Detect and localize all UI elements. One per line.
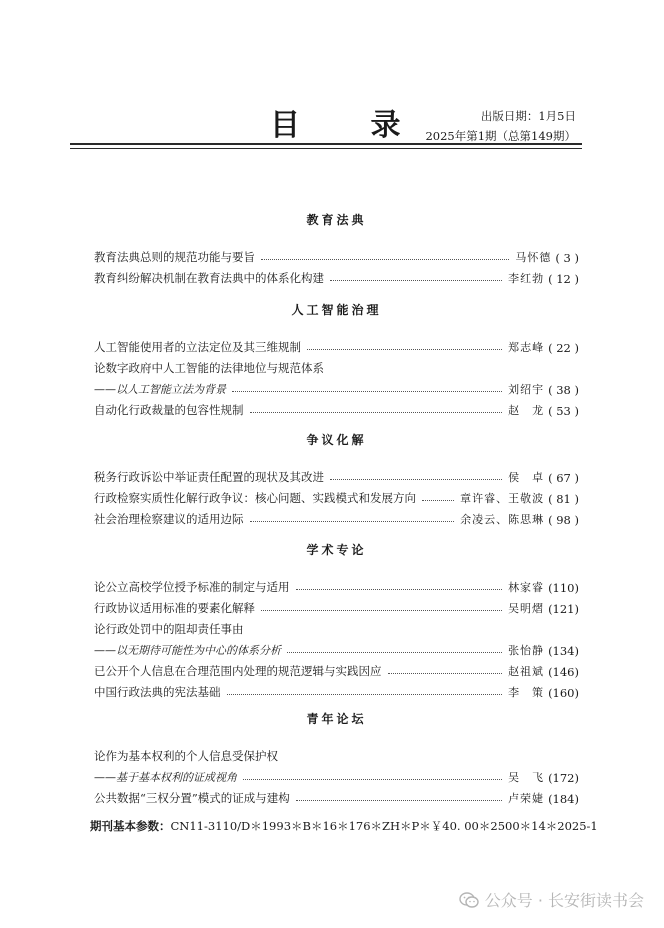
leader-dots — [232, 391, 502, 392]
entry-page: ( 3 ) — [555, 251, 579, 265]
entry-author: 赵祖斌 — [508, 665, 545, 678]
section-ai-governance — [94, 300, 579, 418]
entry-page: ( 98 ) — [548, 513, 579, 527]
toc-entry[interactable] — [94, 334, 579, 355]
entry-page: ( 53 ) — [548, 404, 579, 418]
leader-dots — [243, 779, 502, 780]
entry-title: 中国行政法典的宪法基础 — [94, 685, 221, 699]
toc-entry-subtitle[interactable] — [94, 376, 579, 397]
entry-subtitle: ——基于基本权利的证成视角 — [94, 771, 237, 784]
leader-dots — [250, 412, 503, 413]
toc-entry-subtitle[interactable] — [94, 764, 579, 785]
toc-entry[interactable] — [94, 485, 579, 506]
entry-title: 自动化行政裁量的包容性规制 — [94, 403, 244, 417]
leader-dots — [330, 280, 502, 281]
toc-entry[interactable] — [94, 464, 579, 485]
toc-entry[interactable] — [94, 265, 579, 286]
toc-entry[interactable] — [94, 595, 579, 616]
leader-dots — [261, 259, 509, 260]
toc-entry[interactable] — [94, 506, 579, 527]
toc-entry[interactable] — [94, 574, 579, 595]
journal-parameters — [90, 818, 598, 834]
leader-dots — [296, 589, 503, 590]
toc-entry[interactable] — [94, 679, 579, 700]
entry-author: 郑志峰 — [508, 341, 545, 354]
issue-date: 出版日期：1月5日 — [480, 109, 576, 123]
toc-entry-subtitle[interactable] — [94, 637, 579, 658]
issue-meta — [425, 106, 576, 146]
leader-dots — [296, 800, 502, 801]
entry-page: (160) — [548, 686, 579, 700]
leader-dots — [307, 349, 502, 350]
entry-page: ( 38 ) — [548, 383, 579, 397]
issue-number: 2025年第1期（总第149期） — [425, 129, 576, 143]
entry-page: (134) — [548, 644, 579, 658]
entry-title: 论行政处罚中的阻却责任事由 — [94, 622, 244, 636]
entry-title: 已公开个人信息在合理范围内处理的规范逻辑与实践因应 — [94, 664, 382, 678]
section-title: 争议化解 — [306, 433, 367, 447]
entry-page: ( 12 ) — [548, 272, 579, 286]
entry-author: 吴 飞 — [508, 771, 545, 784]
entry-author: 李红勃 — [508, 272, 545, 285]
leader-dots — [227, 694, 503, 695]
section-youth-forum — [94, 709, 579, 806]
entry-author: 林家睿 — [508, 581, 545, 594]
entry-title: 税务行政诉讼中举证责任配置的现状及其改进 — [94, 470, 324, 484]
section-title: 青年论坛 — [306, 712, 367, 726]
toc-entry[interactable] — [94, 244, 579, 265]
entry-author: 张怡静 — [508, 644, 545, 657]
entry-subtitle: ——以无期待可能性为中心的体系分析 — [94, 644, 281, 657]
entry-author: 赵 龙 — [508, 404, 545, 417]
entry-page: (110) — [548, 581, 579, 595]
entry-title: 论作为基本权利的个人信息受保护权 — [94, 749, 278, 763]
header-rule-thin — [70, 148, 582, 149]
entry-subtitle: ——以人工智能立法为背景 — [94, 383, 226, 396]
entry-author: 卢荣婕 — [508, 792, 545, 805]
toc-entry[interactable] — [94, 785, 579, 806]
entry-title: 人工智能使用者的立法定位及其三维规制 — [94, 340, 301, 354]
leader-dots — [261, 610, 502, 611]
header-rule-thick — [70, 143, 582, 145]
page-title: 目 录 — [270, 108, 431, 143]
toc-entry[interactable] — [94, 355, 579, 376]
params-label: 期刊基本参数： — [90, 819, 171, 833]
watermark — [459, 888, 644, 911]
entry-page: ( 22 ) — [548, 341, 579, 355]
params-value: CN11-3110/D＊1993＊B＊16＊176＊ZH＊P＊￥40. 00＊2500＊14＊2025-1 — [170, 819, 598, 833]
entry-title: 行政检察实质性化解行政争议：核心问题、实践模式和发展方向 — [94, 491, 416, 505]
leader-dots — [287, 652, 502, 653]
section-title: 学术专论 — [306, 543, 367, 557]
entry-author: 侯 卓 — [508, 471, 545, 484]
wechat-icon — [459, 892, 479, 908]
leader-dots — [422, 500, 454, 501]
section-dispute-resolution — [94, 430, 579, 527]
entry-author: 章许睿、王敬波 — [460, 492, 545, 505]
leader-dots — [250, 521, 455, 522]
entry-title: 论公立高校学位授予标准的制定与适用 — [94, 580, 290, 594]
entry-author: 吴明熠 — [508, 602, 545, 615]
entry-title: 行政协议适用标准的要素化解释 — [94, 601, 255, 615]
entry-title: 论数字政府中人工智能的法律地位与规范体系 — [94, 361, 324, 375]
toc-entry[interactable] — [94, 397, 579, 418]
entry-author: 李 策 — [508, 686, 545, 699]
entry-title: 教育法典总则的规范功能与要旨 — [94, 250, 255, 264]
entry-page: (121) — [548, 602, 579, 616]
toc-entry[interactable] — [94, 616, 579, 637]
entry-page: ( 81 ) — [548, 492, 579, 506]
entry-author: 刘绍宇 — [508, 383, 545, 396]
entry-page: (172) — [548, 771, 579, 785]
entry-title: 社会治理检察建议的适用边际 — [94, 512, 244, 526]
watermark-text: 公众号 · 长安街读书会 — [484, 891, 644, 910]
section-title: 人工智能治理 — [291, 303, 382, 317]
section-title: 教育法典 — [306, 213, 367, 227]
leader-dots — [330, 479, 502, 480]
entry-title: 公共数据“三权分置”模式的证成与建构 — [94, 791, 290, 805]
toc-entry[interactable] — [94, 743, 579, 764]
section-academic-papers — [94, 540, 579, 700]
entry-page: (184) — [548, 792, 579, 806]
entry-title: 教育纠纷解决机制在教育法典中的体系化构建 — [94, 271, 324, 285]
entry-page: (146) — [548, 665, 579, 679]
entry-page: ( 67 ) — [548, 471, 579, 485]
entry-author: 余凌云、陈思琳 — [460, 513, 545, 526]
toc-entry[interactable] — [94, 658, 579, 679]
section-education-code — [94, 210, 579, 286]
leader-dots — [388, 673, 503, 674]
entry-author: 马怀德 — [515, 251, 552, 264]
